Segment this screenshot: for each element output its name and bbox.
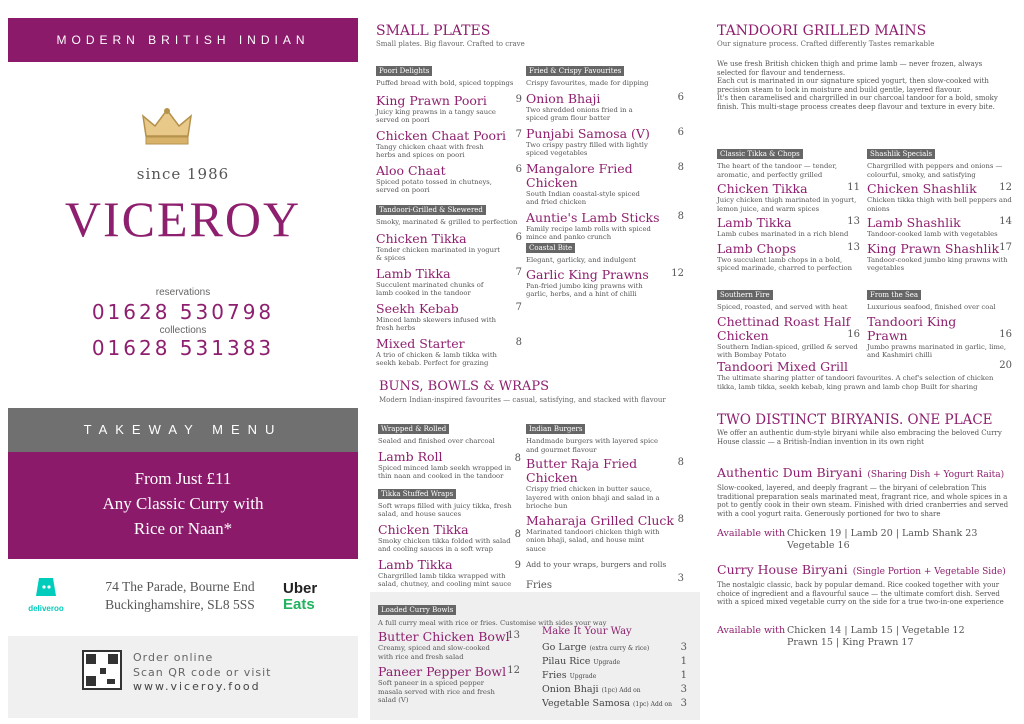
list-item[interactable] — [542, 669, 687, 683]
item-name: Lamb Tikka — [717, 215, 792, 230]
order-line-2: Scan QR code or visit — [133, 665, 272, 679]
list-item[interactable] — [542, 697, 687, 711]
item-price: 7 — [515, 266, 522, 278]
small-plates-title: SMALL PLATES — [376, 23, 491, 39]
item-desc: Spiced minced lamb seekh wrapped in thin naan and cooked in the tandoor — [378, 463, 512, 480]
item-desc: Southern Indian-spiced, grilled & served with Bombay Potato — [717, 342, 858, 359]
item-price: 9 — [514, 559, 521, 571]
curry-house-biryani[interactable] — [717, 559, 1012, 607]
burgers-section — [526, 416, 684, 592]
section-desc: Spiced, roasted, and served with heat — [717, 303, 848, 311]
list-item[interactable] — [378, 450, 521, 481]
item-desc: Chargrilled lamb tikka wrapped with salad, chutney, and cooling mint sauce — [378, 571, 512, 588]
list-item[interactable] — [717, 242, 860, 273]
address — [80, 578, 280, 614]
section-tag: Classic Tikka & Chops — [717, 149, 803, 159]
section-desc: Crispy favourites, made for dipping — [526, 79, 649, 87]
item-name: King Prawn Poori — [376, 92, 487, 108]
mains-title: TANDOORI GRILLED MAINS — [717, 23, 927, 39]
crown-icon — [140, 106, 194, 152]
item-desc: Juicy chicken thigh marinated in yogurt, lemon juice, and warm spices — [717, 196, 857, 213]
list-item[interactable] — [542, 655, 687, 669]
address-line-1: 74 The Parade, Bourne End — [105, 579, 255, 594]
section-desc: Elegant, garlicky, and indulgent — [526, 256, 637, 264]
extra-name: Go Large — [542, 642, 587, 653]
addon-text: Add to your wraps, burgers and rolls — [526, 560, 667, 569]
eats-label: Eats — [283, 596, 315, 613]
item-name: Fries — [526, 579, 552, 591]
item-name: Authentic Dum Biryani — [717, 465, 863, 480]
item-name: Seekh Kebab — [376, 300, 459, 316]
item-name: Lamb Chops — [717, 240, 797, 256]
item-price: 3 — [680, 698, 687, 709]
deliveroo-icon — [26, 576, 66, 600]
item-name: Curry House Biryani — [717, 562, 848, 577]
item-price: 3 — [680, 684, 687, 695]
intro-3: It's then caramelised and chargrilled in our charcoal tandoor for a bold, smoky finish. This multi-stage process creates deep flavour and texture in every bite. — [717, 94, 998, 111]
list-item[interactable] — [376, 302, 522, 333]
extra-name: Vegetable Samosa — [542, 698, 630, 709]
item-desc: Smoky chicken tikka folded with salad and cooling sauces in a soft wrap — [378, 536, 511, 553]
avail-options: Chicken 19 | Lamb 20 | Lamb Shank 23 — [787, 528, 978, 539]
item-price: 8 — [677, 513, 684, 525]
extra-note: (1pc) Add on — [633, 701, 673, 708]
loaded-header — [378, 597, 698, 628]
item-price: 1 — [680, 656, 687, 667]
section-desc: The heart of the tandoor — tender, aromatic, and perfectly grilled — [717, 162, 837, 179]
item-desc: Tender chicken marinated in yogurt & spices — [376, 245, 500, 262]
section-tag: From the Sea — [867, 290, 921, 300]
extra-name: Fries — [542, 670, 567, 681]
item-name: Lamb Tikka — [378, 556, 453, 572]
item-name: Butter Chicken Bowl — [378, 629, 510, 644]
avail-options: Chicken 14 | Lamb 15 | Vegetable 12 — [787, 625, 965, 636]
item-desc: Tandoor-cooked jumbo king prawns with vegetables — [867, 255, 1008, 272]
reservations-phone[interactable]: 01628 530798 — [91, 300, 275, 324]
item-price: 13 — [507, 630, 520, 641]
item-price: 8 — [515, 336, 522, 348]
item-price: 3 — [677, 572, 684, 584]
item-price: 6 — [515, 231, 522, 243]
list-item[interactable] — [717, 315, 860, 360]
extra-note: Upgrade — [569, 673, 597, 680]
item-price: 16 — [999, 328, 1012, 340]
item-name: Tandoori Mixed Grill — [717, 359, 849, 374]
item-note: (Single Portion + Vegetable Side) — [852, 567, 1006, 577]
item-price: 12 — [999, 182, 1012, 193]
mixed-grill[interactable] — [717, 360, 1012, 391]
item-name: Lamb Roll — [378, 448, 443, 464]
list-item[interactable] — [867, 315, 1012, 360]
item-name: Mangalore Fried Chicken — [526, 160, 633, 190]
intro-1: We use fresh British chicken thigh and prime lamb — never frozen, always selected for flavour and tenderness. — [717, 60, 983, 77]
item-name: Chettinad Roast Half — [717, 313, 851, 329]
mains-intro — [717, 60, 1012, 111]
poori-section — [376, 58, 522, 195]
section-desc: Sealed and finished over charcoal — [378, 437, 495, 445]
ch-availability — [717, 625, 1012, 648]
section-tag: Fried & Crispy Favourites — [526, 66, 624, 76]
sea-section — [867, 282, 1012, 360]
item-price: 8 — [514, 528, 521, 540]
list-item[interactable] — [376, 267, 522, 298]
section-tag: Tandoori-Grilled & Skewered — [376, 205, 486, 215]
item-desc: Two shredded onions fried in a spiced gram flour batter — [526, 105, 633, 122]
offer-line-1: From Just £11 — [134, 469, 232, 488]
list-item[interactable] — [378, 523, 521, 554]
item-name: King Prawn Shashlik — [867, 240, 1000, 256]
qr-code[interactable] — [82, 650, 122, 690]
list-item[interactable] — [376, 337, 522, 368]
item-desc: Jumbo prawns marinated in garlic, lime, and Kashmiri chilli — [867, 342, 1007, 359]
section-tag: Wrapped & Rolled — [378, 424, 449, 434]
shashlik-section — [867, 141, 1012, 273]
list-item[interactable] — [376, 94, 522, 125]
since-text: since 1986 — [136, 165, 230, 183]
list-item[interactable] — [526, 457, 684, 511]
list-item[interactable] — [526, 127, 684, 158]
list-item[interactable] — [526, 162, 684, 207]
item-name: Chicken Chaat Poori — [376, 127, 507, 143]
item-name: Paneer Pepper Bowl — [378, 664, 507, 679]
buns-sub: Modern Indian-inspired favourites — casual, satisfying, and stacked with flavour — [379, 396, 666, 404]
avail-label: Available with — [717, 528, 786, 539]
item-desc: Two crispy pastry filled with lightly spiced vegetables — [526, 140, 648, 157]
item-price: 6 — [677, 91, 684, 103]
offer-line-2: Any Classic Curry with — [102, 494, 264, 513]
dum-availability — [717, 528, 1012, 551]
list-item[interactable] — [378, 630, 520, 661]
section-tag: Southern Fire — [717, 290, 773, 300]
extra-name: Pilau Rice — [542, 656, 591, 667]
section-desc: Handmade burgers with layered spice and gourmet flavour — [526, 437, 658, 454]
item-desc: Lamb cubes marinated in a rich blend — [717, 230, 849, 238]
item-price: 13 — [847, 241, 860, 253]
avail-label: Available with — [717, 625, 786, 636]
section-desc: Soft wraps filled with juicy tikka, fresh salad, and house sauces — [378, 501, 512, 518]
item-desc: A trio of chicken & lamb tikka with seekh kebab. Perfect for grazing — [376, 350, 497, 367]
item-name: Onion Bhaji — [526, 90, 601, 106]
reservations-label: reservations — [155, 287, 211, 298]
item-price: 7 — [515, 128, 522, 140]
item-note: (Sharing Dish + Yogurt Raita) — [867, 470, 1005, 480]
item-desc: Marinated tandoori chicken thigh with onion bhaji, salad, and house mint sauce — [526, 527, 660, 553]
item-price: 8 — [677, 161, 684, 173]
list-item[interactable] — [542, 683, 687, 697]
item-name-2: Prawn — [867, 327, 908, 343]
dum-biryani[interactable] — [717, 462, 1012, 518]
item-name: Chicken Tikka — [376, 230, 467, 246]
item-price: 6 — [515, 163, 522, 175]
item-price: 11 — [847, 182, 860, 193]
item-name: Punjabi Samosa (V) — [526, 125, 650, 141]
item-price: 7 — [515, 301, 522, 313]
list-item[interactable] — [867, 216, 1012, 239]
section-desc: Chargrilled with peppers and onions — colourful, smoky, and satisfying — [867, 162, 1003, 179]
item-price: 8 — [677, 210, 684, 222]
item-desc: Crispy fried chicken in butter sauce, layered with onion bhaji and salad in a brioche bun — [526, 485, 660, 510]
item-desc: Slow-cooked, layered, and deeply fragrant — the biryani of celebration This traditional preparation seals marinated meat, fragrant rice, and whole spices in a pot to gently cook in their own steam. Finished with dried cranberries and served with a cool yogurt raita. Generously portioned for two to share — [717, 484, 1009, 518]
section-tag: Coastal Bite — [526, 243, 575, 253]
item-price: 13 — [847, 216, 860, 227]
item-name: Mixed Starter — [376, 335, 465, 351]
item-name: Auntie's Lamb Sticks — [526, 209, 660, 225]
southern-section — [717, 282, 860, 360]
item-price: 16 — [847, 328, 860, 340]
avail-options-2: Vegetable 16 — [787, 540, 850, 551]
item-desc: The nostalgic classic, back by popular demand. Rice cooked together with your choice of ingredient and a flavourful sauce — the ultimate comfort dish. Served with a spiced mixed vegetable curry on the side for a true two-in-one experience — [717, 581, 1004, 606]
item-price: 9 — [515, 93, 522, 105]
classic-section — [717, 141, 860, 273]
item-name: Maharaja Grilled Cluck — [526, 512, 674, 528]
item-desc: The ultimate sharing platter of tandoori favourites. A chef's selection of chicken tikka, lamb tikka, seekh kebab, king prawn and lamb chop Built for sharing — [717, 374, 994, 391]
wrapped-section — [378, 416, 521, 589]
list-item[interactable] — [376, 129, 522, 160]
offer-box — [8, 452, 358, 559]
list-item[interactable] — [378, 558, 521, 589]
logo: VICEROY — [64, 191, 302, 247]
section-tag: Loaded Curry Bowls — [378, 605, 456, 615]
deliveroo-logo[interactable] — [26, 576, 66, 613]
item-name: Aloo Chaat — [376, 162, 446, 178]
item-desc: Minced lamb skewers infused with fresh herbs — [376, 315, 496, 332]
list-item[interactable] — [867, 182, 1012, 213]
section-desc: Smoky, marinated & grilled to perfection — [376, 218, 518, 226]
item-desc: Pan-fried jumbo king prawns with garlic, herbs, and a hint of chilli — [526, 281, 643, 298]
item-price: 8 — [514, 452, 521, 464]
list-item[interactable] — [376, 164, 522, 195]
item-name: Lamb Tikka — [376, 265, 451, 281]
item-name: Lamb Shashlik — [867, 215, 961, 230]
item-name: Tandoori King — [867, 313, 957, 329]
item-desc: Tandoor-cooked lamb with vegetables — [867, 230, 998, 238]
section-desc: Puffed bread with bold, spiced toppings — [376, 79, 514, 87]
section-tag: Indian Burgers — [526, 424, 585, 434]
item-price: 14 — [999, 216, 1012, 227]
item-name: Butter Raja Fried Chicken — [526, 456, 638, 485]
item-name: Chicken Tikka — [378, 521, 469, 537]
list-item[interactable] — [526, 514, 684, 554]
item-price: 1 — [680, 670, 687, 681]
tandoori-small-section — [376, 197, 522, 368]
item-desc: Two succulent lamb chops in a bold, spiced marinade, charred to perfection — [717, 255, 852, 272]
buns-title: BUNS, BOWLS & WRAPS — [379, 379, 549, 394]
list-item[interactable] — [867, 242, 1012, 273]
extras-title: Make It Your Way — [542, 626, 632, 637]
extra-note: (extra curry & rice) — [589, 645, 650, 652]
tagline-bar: MODERN BRITISH INDIAN — [8, 18, 358, 62]
list-item[interactable] — [717, 182, 860, 213]
biryani-title: TWO DISTINCT BIRYANIS. ONE PLACE — [717, 412, 993, 428]
takeaway-bar: TAKEWAY MENU — [8, 408, 358, 452]
order-online — [133, 651, 271, 695]
item-desc: South Indian coastal-style spiced and fried chicken — [526, 189, 640, 206]
offer-line-3: Rice or Naan* — [133, 519, 233, 538]
collections-phone[interactable]: 01628 531383 — [91, 336, 275, 360]
item-desc: Soft paneer in a spiced pepper masala served with rice and fresh salad (V) — [378, 679, 495, 704]
list-item[interactable] — [717, 216, 860, 239]
item-name: Garlic King Prawns — [526, 266, 649, 282]
list-item[interactable] — [376, 232, 522, 263]
list-item[interactable] — [526, 268, 684, 299]
avail-options-2: Prawn 15 | King Prawn 17 — [787, 637, 914, 648]
order-line-1: Order online — [133, 651, 214, 664]
address-line-2: Buckinghamshire, SL8 5SS — [105, 597, 255, 612]
item-price: 12 — [507, 665, 520, 676]
section-desc: A full curry meal with rice or fries. Customise with sides your way — [378, 619, 607, 627]
item-desc: Spiced potato tossed in chutneys, served on poori — [376, 177, 492, 194]
section-tag: Poori Delights — [376, 66, 432, 76]
item-name: Chicken Shashlik — [867, 181, 977, 196]
item-price: 17 — [999, 241, 1012, 253]
item-name: Chicken Tikka — [717, 181, 808, 196]
item-name-2: Chicken — [717, 327, 769, 343]
list-item[interactable] — [526, 573, 684, 592]
section-tag: Tikka Stuffed Wraps — [378, 489, 456, 499]
mains-sub: Our signature process. Crafted differently Tastes remarkable — [717, 40, 935, 48]
uber-label: Uber — [283, 580, 318, 597]
deliveroo-label: deliveroo — [28, 604, 64, 613]
website-link[interactable]: www.viceroy.food — [133, 680, 261, 693]
section-tag: Shashlik Specials — [867, 149, 935, 159]
section-desc: Luxurious seafood, finished over coal — [867, 303, 996, 311]
list-item[interactable] — [542, 641, 687, 655]
item-price: 6 — [677, 126, 684, 138]
small-plates-sub: Small plates. Big flavour. Crafted to crave — [376, 40, 525, 48]
item-desc: Chicken tikka thigh with bell peppers and onions — [867, 196, 1012, 213]
item-desc: Juicy king prawns in a tangy sauce served on poori — [376, 107, 496, 124]
item-desc: Family recipe lamb rolls with spiced mince and panko crunch — [526, 224, 651, 241]
item-desc: Tangy chicken chaat with fresh herbs and spices on poori — [376, 142, 484, 159]
extra-note: (1pc) Add on — [601, 687, 641, 694]
item-desc: Succulent marinated chunks of lamb cooked in the tandoor — [376, 280, 484, 297]
coastal-section — [526, 235, 684, 299]
loaded-bowls — [378, 630, 520, 705]
fried-section — [526, 58, 684, 242]
uber-eats-logo[interactable] — [283, 581, 317, 613]
item-price: 3 — [680, 642, 687, 653]
collections-label: collections — [159, 325, 207, 336]
item-desc: Creamy, spiced and slow-cooked with rice and fresh salad — [378, 644, 490, 661]
extras-list — [542, 625, 687, 711]
extra-name: Onion Bhaji — [542, 684, 599, 695]
item-price: 8 — [677, 457, 684, 468]
item-price: 20 — [999, 360, 1012, 371]
list-item[interactable] — [378, 665, 520, 705]
extra-note: Upgrade — [593, 659, 621, 666]
biryani-sub: We offer an authentic dum-style biryani while also embracing the beloved Curry House classic — a British-Indian invention in its own right — [717, 429, 1002, 446]
list-item[interactable] — [526, 92, 684, 123]
intro-2: Each cut is marinated in our signature spiced yogurt, then slow-cooked with precision steam to lock in moisture and build gentle, layered flavour. — [717, 77, 989, 94]
item-price: 12 — [671, 267, 684, 279]
